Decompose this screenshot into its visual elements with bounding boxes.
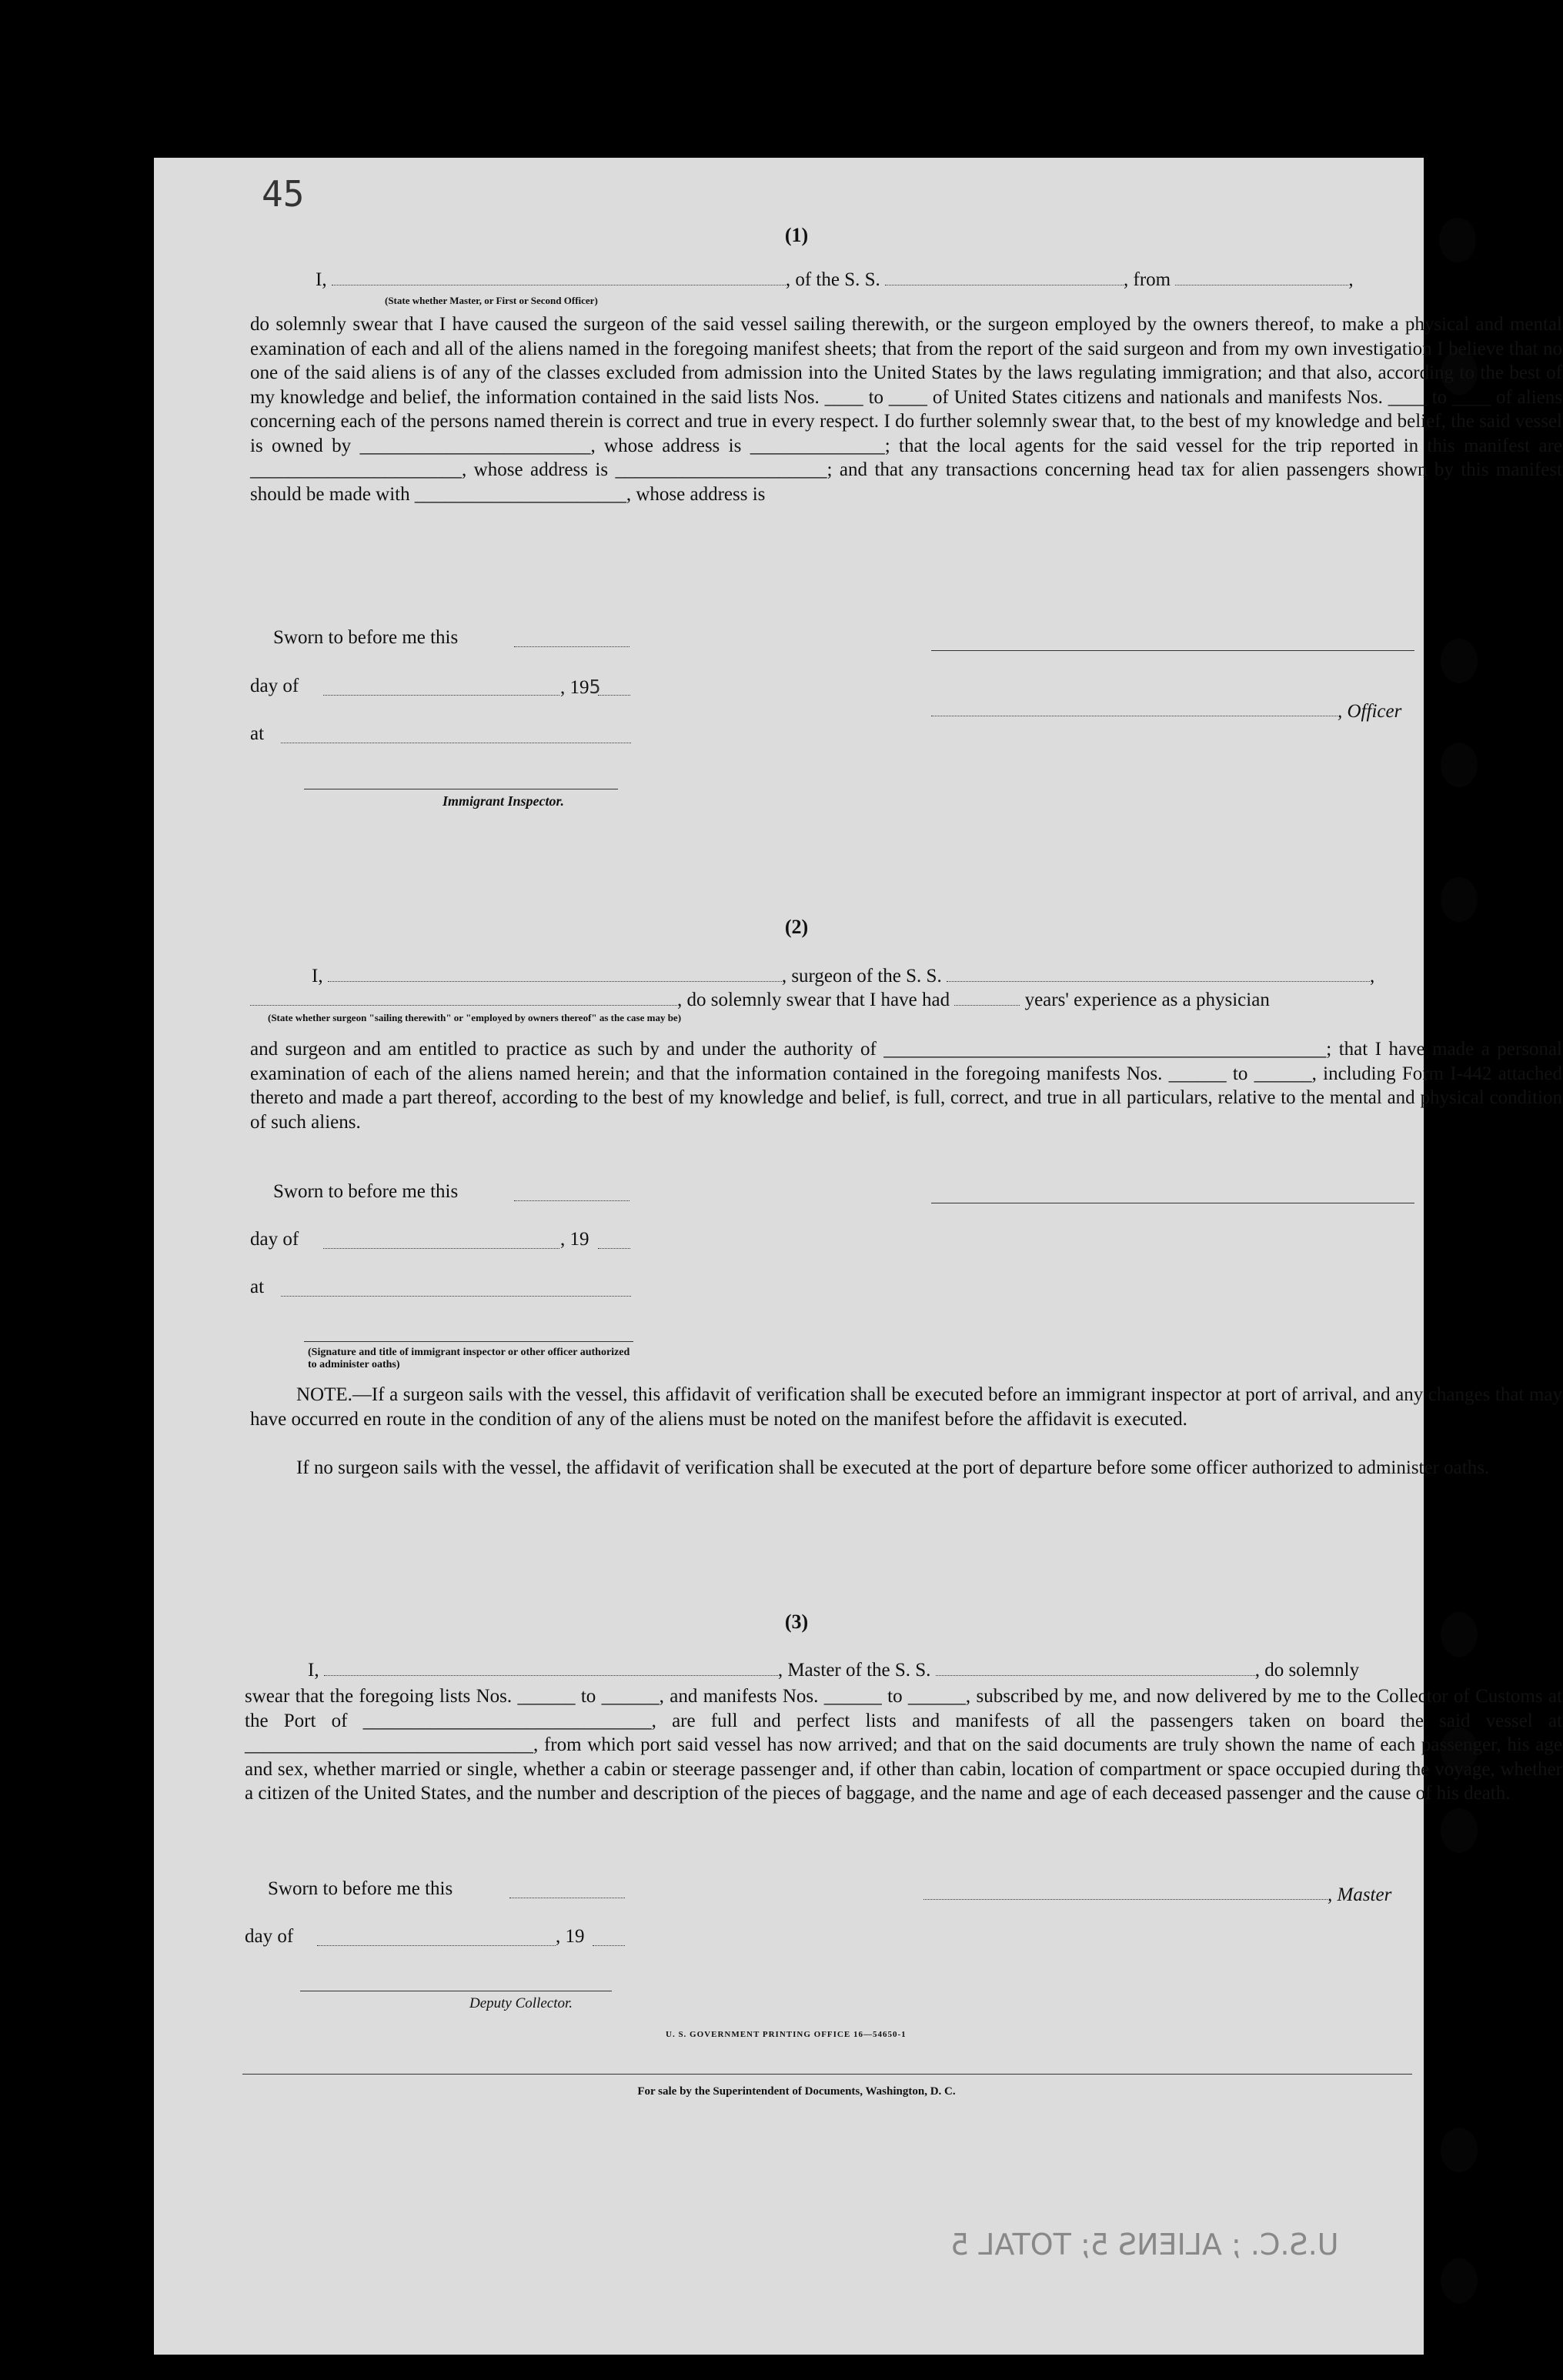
- punch-hole: [1441, 743, 1478, 787]
- section-2-caption: (State whether surgeon "sailing therewith" or "employed by owners thereof" as the case may be): [268, 1012, 682, 1023]
- year-blank: [598, 1248, 630, 1249]
- punch-hole: [1439, 218, 1476, 262]
- section-1-body: do solemnly swear that I have caused the surgeon of the said vessel sailing therewith, or the surgeon employed by the owners thereof, to make a physical and mental examination of each and all of the aliens named in the foregoing manifest sheets; that from the report of the said surgeon and from my own investigation I believe that no one of the said aliens is of any of the classes excluded from admission into the United States by the laws regulating immigration; and that also, according to the best of my knowledge and belief, the information contained in the said lists Nos. ____ to ____ of United States citizens and nationals and manifests Nos. ____ to ____ of aliens concerning each of the persons named therein is correct and true in every respect. I do further solemnly swear that, to the best of my knowledge and belief, the said vessel is owned by ________________________, whose address is ______________; that the local agents for the said vessel for the trip reported in this manifest are ______________________, whose address is ______________________; and that any transactions concerning head tax for alien passengers shown by this manifest should be made with ______________________, whose address is: [250, 314, 1562, 505]
- manifest-page: [154, 158, 1562, 2355]
- section-2-day-of: day of: [250, 1229, 299, 1250]
- punch-hole: [1441, 1612, 1478, 1657]
- year-blank: [598, 695, 630, 696]
- section-1-sworn: Sworn to before me this: [273, 627, 459, 648]
- section-3-number: (3): [784, 1611, 809, 1633]
- back-stamp: U.S.C. ; ALIENS 5; TOTAL 5: [950, 2228, 1339, 2262]
- section-1-number: (1): [784, 224, 809, 246]
- section-3-body: swear that the foregoing lists Nos. ______ to ______, and manifests Nos. ______ to ______, subscribed by me, and now delivered by me to the Collector of Customs at the Port of ______________________________, are full and perfect lists and manifests of all the passengers taken on board the said vessel at ______________________________, from which port said vessel has now arrived; and that on the said documents are truly shown the name of each passenger, his age and sex, whether married or single, whether a cabin or steerage passenger and, if other than cabin, location of compartment or space occupied during the voyage, whether a citizen of the United States, and the number and description of the pieces of baggage, and the name and age of each deceased passenger and the cause of his death.: [245, 1686, 1562, 1804]
- punch-hole: [1441, 2128, 1478, 2172]
- day-blank: [323, 1248, 559, 1249]
- officer-label: , Officer: [1338, 701, 1402, 722]
- printing-office: U. S. GOVERNMENT PRINTING OFFICE 16—54650-1: [666, 2030, 907, 2039]
- section-2-body: and surgeon and am entitled to practice as such by and under the authority of ______________________________________________; that I have made a personal examination of each of the aliens named herein; and that the information contained in the foregoing manifests Nos. ______ to ______, including Form I-442 attached thereto and made a part thereof, according to the best of my knowledge and belief, is full, correct, and true in all particulars, relative to the mental and physical condition of such aliens.: [250, 1039, 1562, 1133]
- section-2-year: , 19: [560, 1229, 589, 1250]
- section-1-at: at: [250, 723, 265, 744]
- deputy-collector-label: Deputy Collector.: [469, 1995, 573, 2011]
- section-1-header-line: I, , of the S. S. , from ,: [316, 269, 1354, 290]
- section-2-sworn: Sworn to before me this: [273, 1181, 459, 1202]
- section-1-year: , 195: [560, 676, 601, 698]
- punch-hole: [1441, 639, 1478, 683]
- section-3-day-of: day of: [245, 1926, 294, 1947]
- section-2-note-2: If no surgeon sails with the vessel, the affidavit of verification shall be executed at the port of departure before some officer authorized to administer oaths.: [296, 1457, 1490, 1478]
- handwritten-note: 45: [262, 173, 305, 215]
- sworn-blank: [514, 646, 630, 647]
- punch-hole: [1441, 1808, 1478, 1853]
- section-2-note: NOTE.—If a surgeon sails with the vessel, this affidavit of verification shall be executed before an immigrant inspector at port of arrival, and any changes that may have occurred en route in the condition of any of the aliens must be noted on the manifest before the affidavit is executed.: [250, 1384, 1562, 1430]
- inspector-signature-line: [304, 1341, 633, 1342]
- immigrant-inspector-label: Immigrant Inspector.: [443, 793, 565, 809]
- year-blank: [593, 1945, 625, 1946]
- punch-hole: [1441, 2258, 1478, 2303]
- section-3-line-1: I, , Master of the S. S. , do solemnly: [308, 1660, 1360, 1681]
- section-1-caption: (State whether Master, or First or Second Officer): [385, 295, 598, 306]
- section-2-line-2: , do solemnly swear that I have had years' experience as a physician: [250, 990, 1563, 1011]
- punch-hole: [1441, 877, 1478, 922]
- at-blank: [281, 1296, 631, 1297]
- day-blank: [323, 695, 559, 696]
- day-blank: [317, 1945, 556, 1946]
- section-3-sworn: Sworn to before me this: [268, 1878, 453, 1899]
- officer-line-1: [931, 650, 1414, 651]
- section-2-number: (2): [784, 916, 809, 938]
- master-label: , Master: [1328, 1884, 1392, 1905]
- section-2-line-1: I, , surgeon of the S. S. ,: [312, 966, 1375, 986]
- section-2-at: at: [250, 1277, 265, 1297]
- section-2-sig-caption: (Signature and title of immigrant inspector or other officer authorized to administer oaths): [308, 1347, 630, 1370]
- master-signature-line: [923, 1899, 1328, 1900]
- footer-rule: [242, 2074, 1412, 2075]
- for-sale-note: For sale by the Superintendent of Documents, Washington, D. C.: [637, 2085, 956, 2098]
- sworn-blank: [514, 1200, 630, 1201]
- section-3-year: , 19: [556, 1926, 585, 1947]
- section-1-day-of: day of: [250, 676, 299, 696]
